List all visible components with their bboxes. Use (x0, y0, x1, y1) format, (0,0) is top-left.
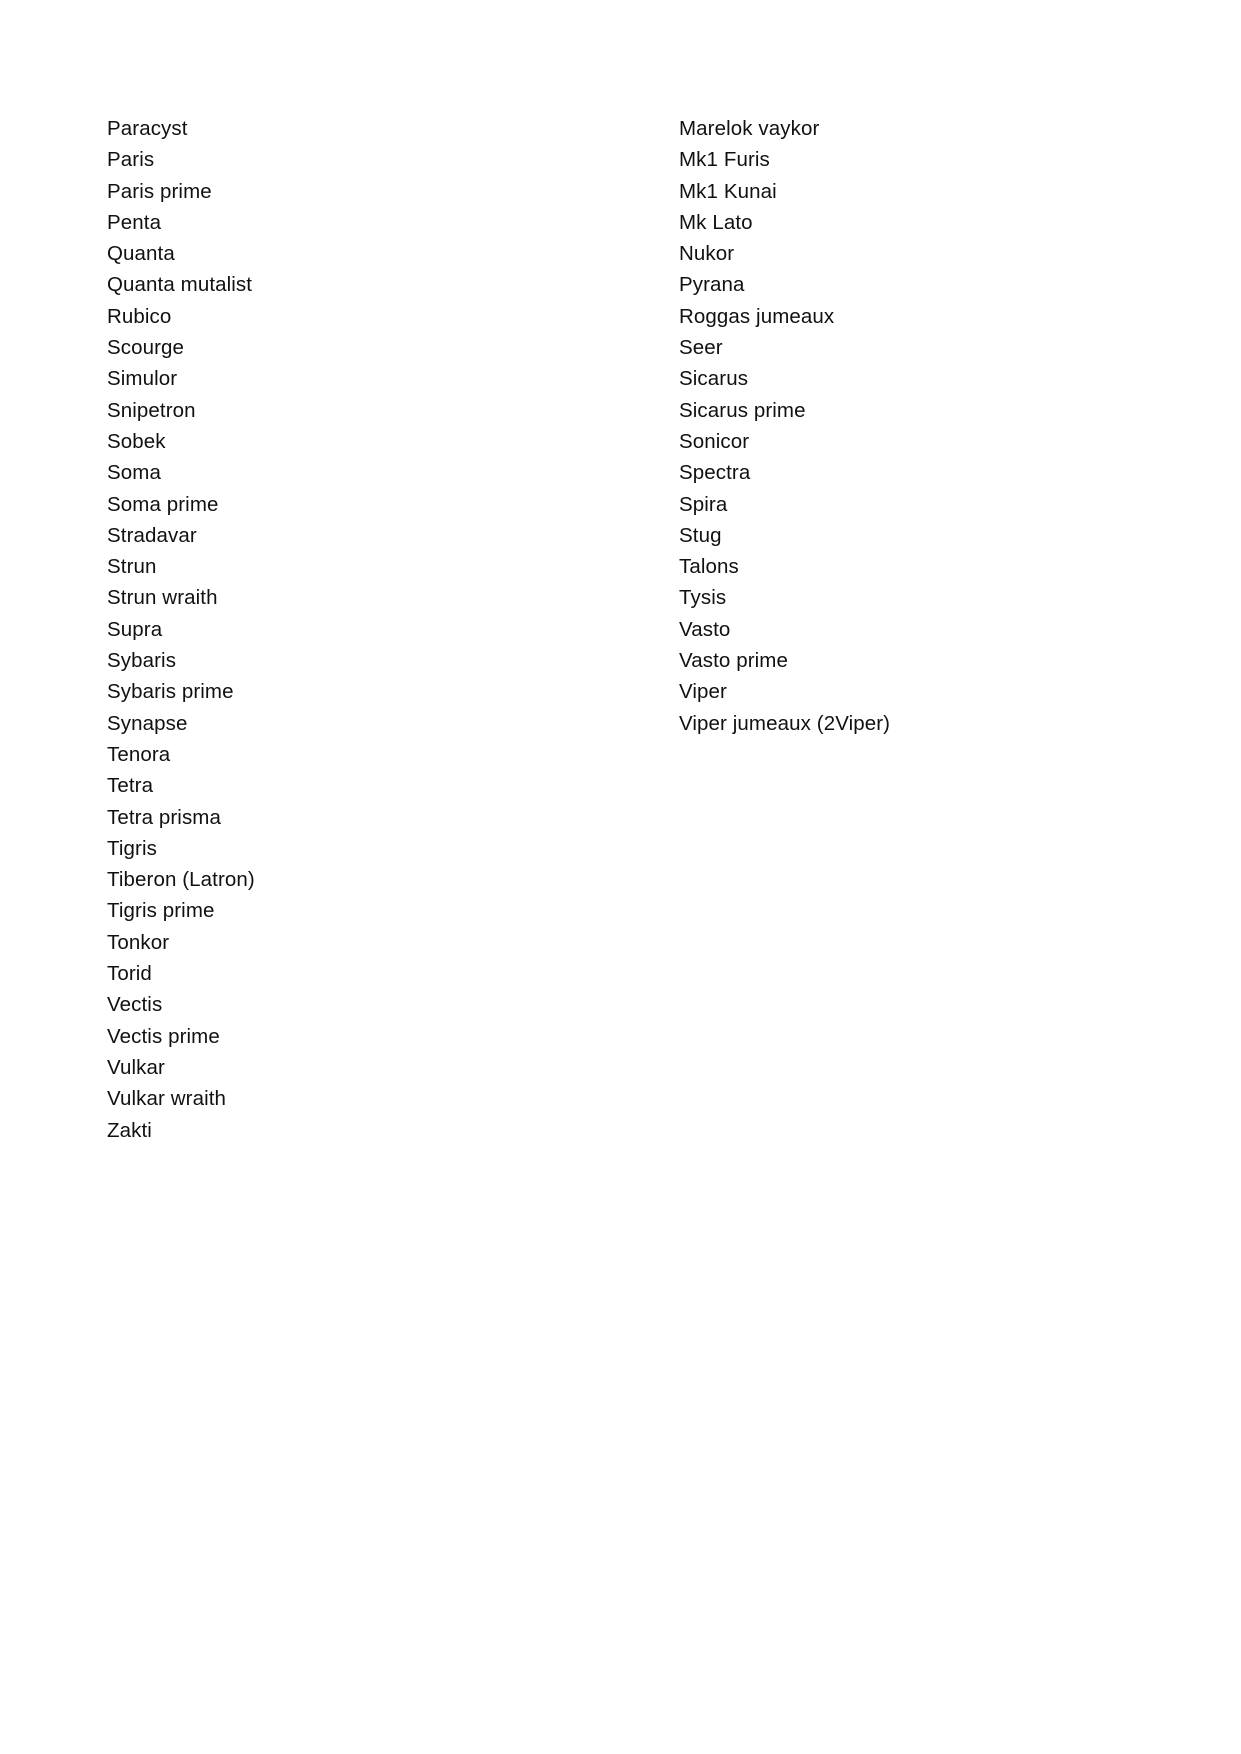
list-item: Nukor (679, 242, 735, 266)
list-item: Spectra (679, 461, 751, 485)
list-item: Soma prime (107, 492, 219, 516)
list-item: Torid (107, 962, 152, 986)
list-item: Sobek (107, 429, 166, 453)
list-item: Strun (107, 555, 157, 579)
list-item: Vulkar wraith (107, 1087, 227, 1111)
list-item: Sybaris prime (107, 680, 234, 704)
list-item: Scourge (107, 336, 185, 360)
list-item: Stug (679, 523, 722, 547)
list-item: Zakti (107, 1118, 152, 1142)
list-item: Sicarus (679, 367, 749, 391)
list-item: Soma (107, 461, 161, 485)
list-item: Sybaris (107, 649, 177, 673)
list-item: Tonkor (107, 930, 170, 954)
right-column-list (679, 113, 1159, 739)
list-item: Supra (107, 617, 163, 641)
list-item: Tysis (679, 586, 727, 610)
list-item: Sonicor (679, 429, 750, 453)
list-item: Paracyst (107, 117, 188, 140)
list-item: Vulkar (107, 1055, 165, 1079)
list-item: Mk1 Kunai (679, 179, 777, 203)
list-item: Tetra prisma (107, 805, 221, 829)
list-item: Vectis (107, 993, 163, 1017)
list-item: Tetra (107, 774, 154, 798)
list-item: Tiberon (Latron) (107, 868, 255, 892)
list-item: Vasto (679, 617, 731, 641)
list-item: Rubico (107, 304, 172, 328)
list-item: Roggas jumeaux (679, 304, 835, 328)
list-item: Paris prime (107, 179, 212, 203)
list-item: Tenora (107, 742, 171, 766)
left-column-list (107, 113, 587, 1146)
list-item: Seer (679, 336, 723, 360)
list-item: Mk1 Furis (679, 148, 770, 172)
list-item: Tigris (107, 836, 157, 860)
list-item: Pyrana (679, 273, 745, 297)
list-item: Viper jumeaux (2Viper) (679, 711, 891, 735)
list-item: Quanta mutalist (107, 273, 253, 297)
list-item: Paris (107, 148, 155, 172)
list-item: Viper (679, 680, 727, 704)
list-item: Quanta (107, 242, 175, 266)
list-item: Vasto prime (679, 649, 788, 673)
list-item: Spira (679, 492, 728, 516)
list-item: Penta (107, 210, 162, 234)
list-item: Strun wraith (107, 586, 218, 610)
list-item: Tigris prime (107, 899, 215, 923)
list-item: Synapse (107, 711, 188, 735)
list-item: Snipetron (107, 398, 196, 422)
list-item: Sicarus prime (679, 398, 806, 422)
list-item: Simulor (107, 367, 178, 391)
list-item: Stradavar (107, 523, 197, 547)
list-item: Mk Lato (679, 210, 753, 234)
list-item: Marelok vaykor (679, 117, 820, 140)
list-item: Vectis prime (107, 1024, 220, 1048)
list-item: Talons (679, 555, 739, 579)
